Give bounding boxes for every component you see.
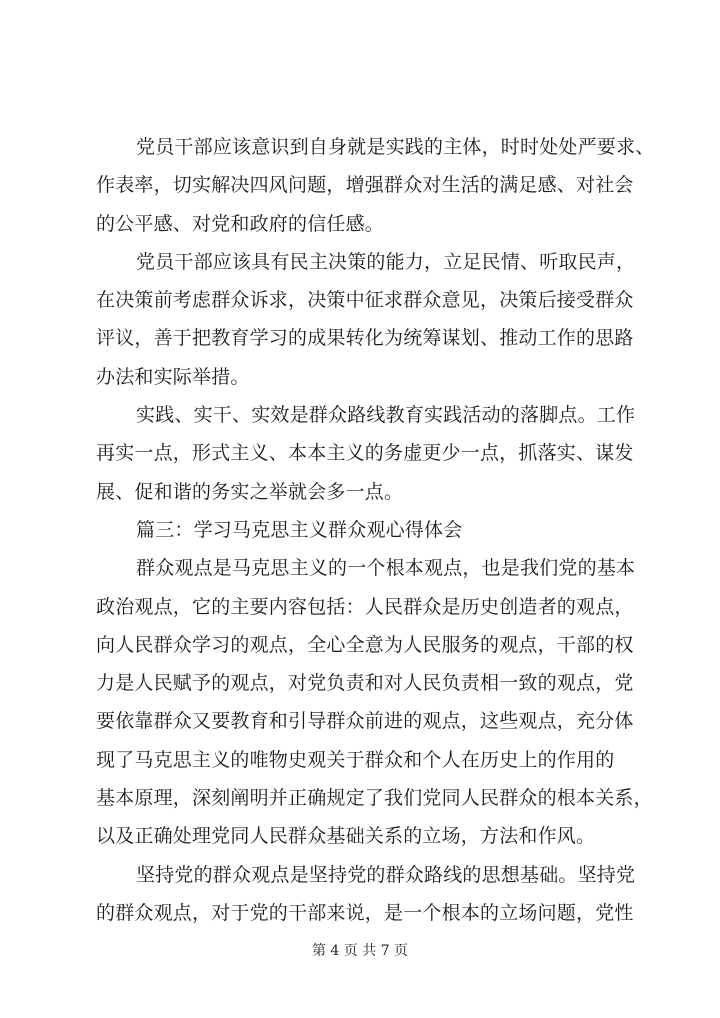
text-line: 评议，善于把教育学习的成果转化为统筹谋划、推动工作的思路 [96, 327, 634, 350]
page-footer [0, 940, 720, 960]
text-line: 的公平感、对党和政府的信任感。 [96, 212, 385, 235]
text-line: 展、促和谐的务实之举就会多一点。 [96, 480, 404, 503]
paragraph-4 [96, 549, 656, 855]
heading-line: 篇三：学习马克思主义群众观心得体会 [136, 518, 463, 541]
text-line: 要依靠群众又要教育和引导群众前进的观点，这些观点，充分体 [96, 710, 634, 733]
text-line: 实践、实干、实效是群众路线教育实践活动的落脚点。工作 [136, 404, 636, 427]
paragraph-2 [96, 243, 656, 396]
text-line: 现了马克思主义的唯物史观关于群众和个人在历史上的作用的 [96, 748, 615, 771]
paragraph-5 [96, 856, 656, 933]
body-text [96, 128, 656, 932]
paragraph-1 [96, 128, 656, 243]
text-line: 群众观点是马克思主义的一个根本观点，也是我们党的基本 [136, 557, 636, 580]
paragraph-3 [96, 396, 656, 511]
page-number-label: 第 4 页 共 7 页 [311, 943, 409, 959]
text-line: 在决策前考虑群众诉求，决策中征求群众意见，决策后接受群众 [96, 289, 634, 312]
text-line: 坚持党的群众观点是坚持党的群众路线的思想基础。坚持党 [136, 863, 636, 886]
text-line: 再实一点，形式主义、本本主义的务虚更少一点，抓落实、谋发 [96, 442, 634, 465]
text-line: 办法和实际举措。 [96, 365, 250, 388]
text-line: 作表率，切实解决四风问题，增强群众对生活的满足感、对社会 [96, 174, 634, 197]
text-line: 政治观点，它的主要内容包括：人民群众是历史创造者的观点， [96, 595, 634, 618]
text-line: 以及正确处理党同人民群众基础关系的立场，方法和作风。 [96, 825, 596, 848]
text-line: 向人民群众学习的观点，全心全意为人民服务的观点，干部的权 [96, 633, 634, 656]
text-line: 基本原理，深刻阐明并正确规定了我们党同人民群众的根本关系， [96, 787, 653, 810]
text-line: 力是人民赋予的观点，对党负责和对人民负责相一致的观点，党 [96, 672, 634, 695]
text-line: 的群众观点，对于党的干部来说，是一个根本的立场问题，党性 [96, 901, 634, 924]
section-heading [96, 511, 656, 549]
text-line: 党员干部应该意识到自身就是实践的主体，时时处处严要求、 [136, 136, 655, 158]
text-line: 党员干部应该具有民主决策的能力，立足民情、听取民声， [136, 250, 636, 273]
